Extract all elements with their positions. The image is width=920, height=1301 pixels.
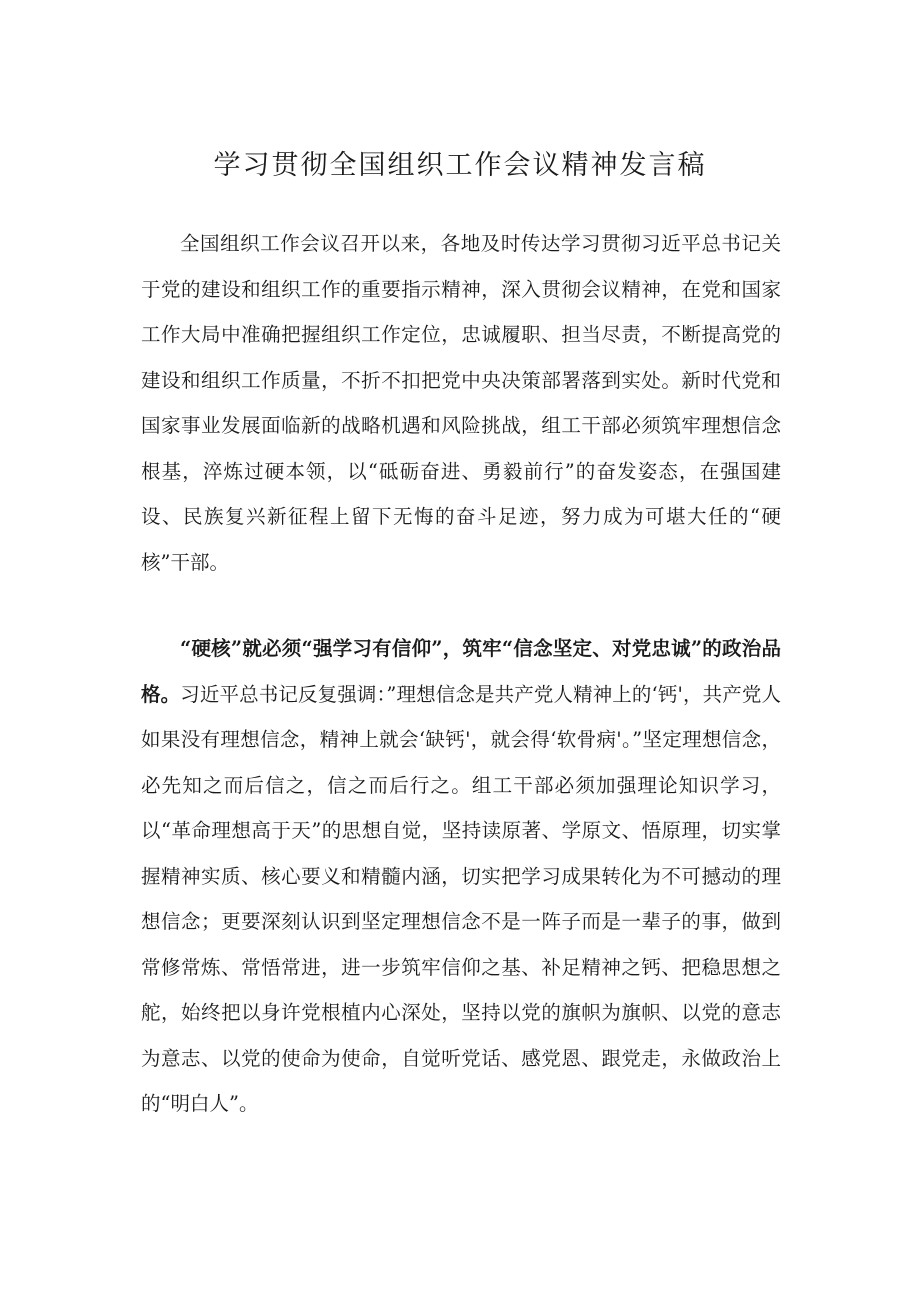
paragraph-2-text: 习近平总书记反复强调：”理想信念是共产党人精神上的‘钙'，共产党人如果没有理想信念，精神上就会‘缺钙'，就会得‘软骨病'。”坚定理想信念，必先知之而后信之，信之而后行之。组工干部必须加强理论知识学习，以“革命理想高于天”的思想自觉，坚持读原著、学原文、悟原理，切实掌握精神实质、核心要义和精髓内涵，切实把学习成果转化为不可撼动的理想信念；更要深刻认识到坚定理想信念不是一阵子而是一辈子的事，做到常修常炼、常悟常进，进一步筑牢信仰之基、补足精神之钙、把稳思想之舵，始终把以身许党根植内心深处，坚持以党的旗帜为旗帜、以党的意志为意志、以党的使命为使命，自觉听党话、感党恩、跟党走，永做政治上的“明白人”。 [141, 682, 781, 1115]
paragraph-1 [141, 221, 781, 585]
paragraph-2 [141, 626, 781, 1127]
document-title: 学习贯彻全国组织工作会议精神发言稿 [213, 150, 707, 181]
paragraph-2-lead: “硬核”就必须“强学习有信仰”，筑牢“信念坚定、对党忠诚”的政治品格。 [141, 637, 781, 706]
paragraph-1-text: 全国组织工作会议召开以来，各地及时传达学习贯彻习近平总书记关于党的建设和组织工作的重要指示精神，深入贯彻会议精神，在党和国家工作大局中准确把握组织工作定位，忠诚履职、担当尽责，不断提高党的建设和组织工作质量，不折不扣把党中央决策部署落到实处。新时代党和国家事业发展面临新的战略机遇和风险挑战，组工干部必须筑牢理想信念根基，淬炼过硬本领，以“砥砺奋进、勇毅前行”的奋发姿态，在强国建设、民族复兴新征程上留下无悔的奋斗足迹，努力成为可堪大任的“硬核”干部。 [141, 232, 781, 574]
